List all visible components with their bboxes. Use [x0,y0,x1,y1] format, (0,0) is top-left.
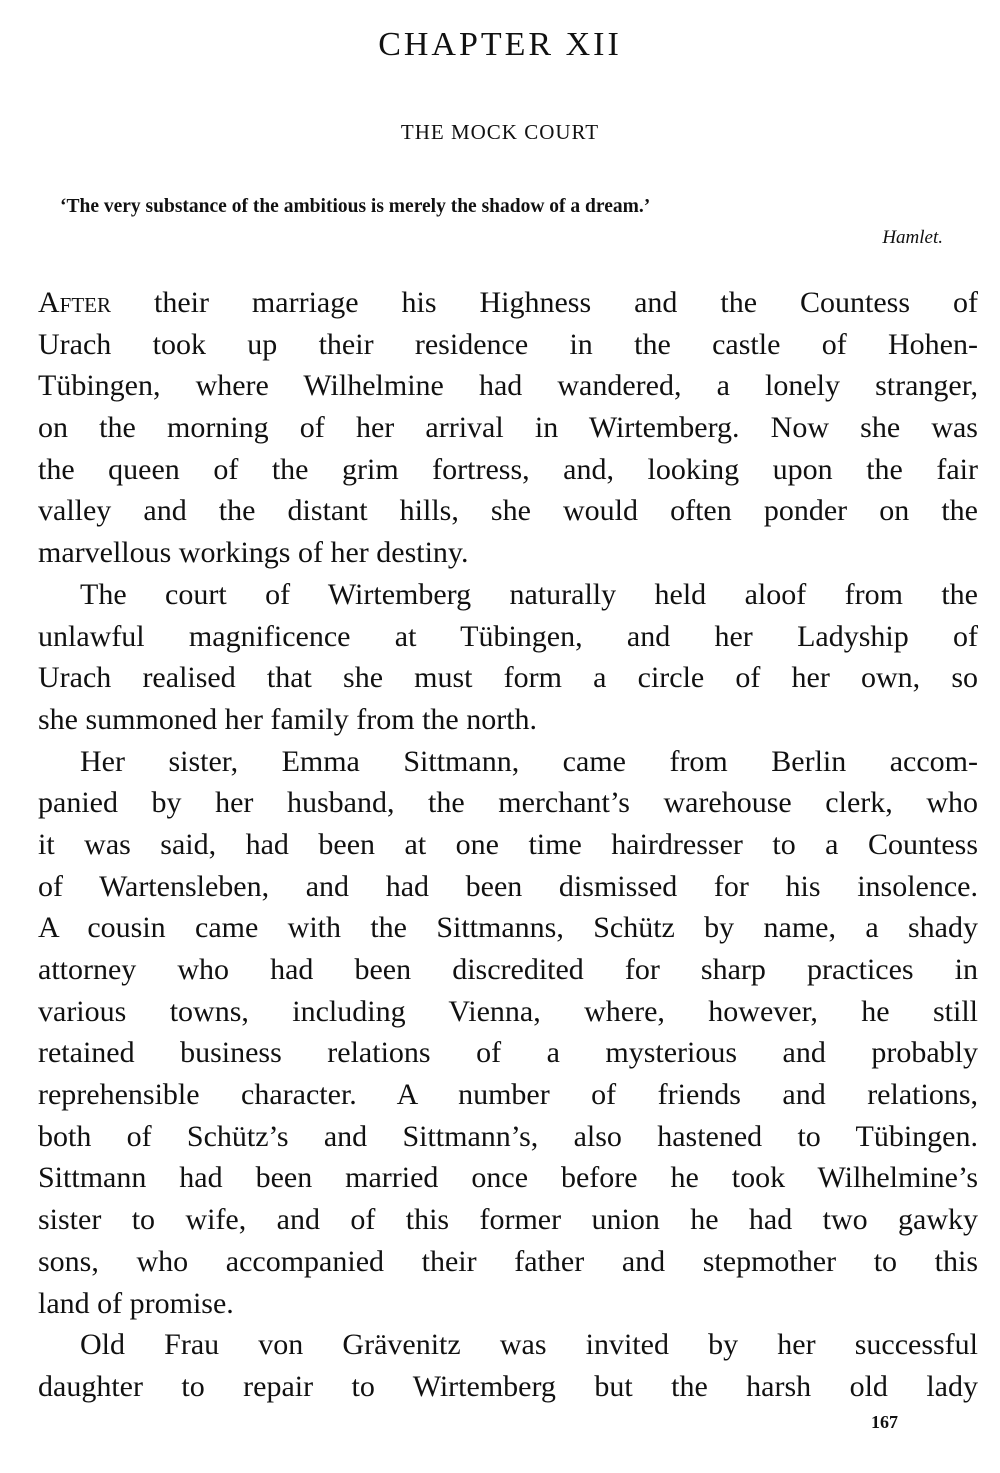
body-text [38,282,978,1408]
text-line: valley and the distant hills, she would often ponder on the [38,494,978,528]
text-line: on the morning of her arrival in Wirtemberg. Now she was [38,411,978,445]
text-line: the queen of the grim fortress, and, looking upon the fair [38,452,978,486]
chapter-heading: CHAPTER XII [378,26,622,63]
text-line: Sittmann had been married once before he took Wilhelmine’s [38,1161,978,1195]
text-line: unlawful magnificence at Tübingen, and her Ladyship of [38,619,978,653]
text-line: retained business relations of a mysterious and probably [38,1036,978,1070]
text-line: Her sister, Emma Sittmann, came from Berlin accom- [80,744,978,778]
text-line: it was said, had been at one time hairdresser to a Countess [38,827,978,861]
text-line: sons, who accompanied their father and stepmother to this [38,1244,978,1278]
text-line: A cousin came with the Sittmanns, Schütz by name, a shady [38,911,978,945]
text-line: Urach took up their residence in the castle of Hohen- [38,327,978,361]
opening-word: After [38,286,112,319]
text-line: panied by her husband, the merchant’s warehouse clerk, who [38,786,978,820]
text-line: marvellous workings of her destiny. [38,536,469,570]
text-line: various towns, including Vienna, where, however, he still [38,994,978,1028]
text-line: attorney who had been discredited for sharp practices in [38,953,978,986]
text-line: she summoned her family from the north. [38,702,538,736]
text-line: Urach realised that she must form a circle of her own, so [38,661,978,695]
line-text: their marriage his Highness and the Countess of [111,286,978,319]
text-line: land of promise. [38,1286,234,1320]
text-line: reprehensible character. A number of friends and relations, [38,1078,978,1112]
text-line: Tübingen, where Wilhelmine had wandered, a lonely stranger, [38,369,978,403]
page-number: 167 [871,1412,898,1432]
text-line [38,282,978,324]
text-line: sister to wife, and of this former union he had two gawky [38,1203,978,1237]
text-line: The court of Wirtemberg naturally held aloof from the [80,577,978,611]
epigraph-source: Hamlet. [882,227,943,248]
text-line: Old Frau von Grävenitz was invited by her successful [80,1328,978,1362]
text-line: daughter to repair to Wirtemberg but the harsh old lady [38,1369,978,1403]
epigraph-quote: ‘The very substance of the ambitious is merely the shadow of a dream.’ [60,196,651,217]
text-line: of Wartensleben, and had been dismissed for his insolence. [38,869,978,903]
chapter-title: THE MOCK COURT [400,120,600,144]
text-line: both of Schütz’s and Sittmann’s, also hastened to Tübingen. [38,1119,978,1153]
